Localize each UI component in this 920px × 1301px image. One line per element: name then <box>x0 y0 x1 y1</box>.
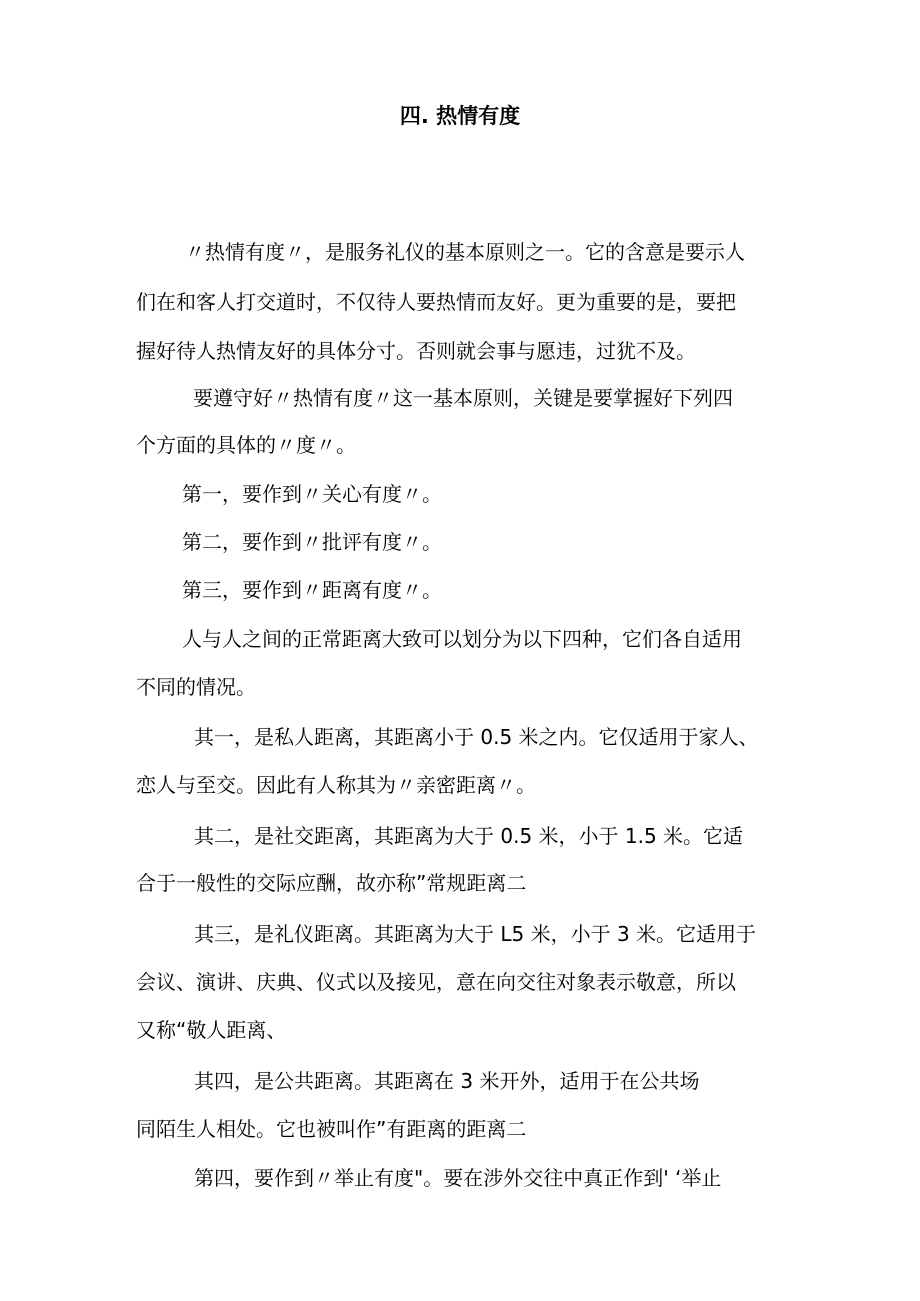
paragraph-line: 会议、演讲、庆典、仪式以及接见，意在向交往对象表示敬意，所以 <box>136 970 736 994</box>
paragraph-line: 同陌生人相处。它也被叫作”有距离的距离二 <box>136 1117 527 1141</box>
paragraph-line: 个方面的具体的〃度〃。 <box>136 433 356 457</box>
paragraph-line: 第四，要作到〃举止有度"。要在涉外交往中真正作到' ‘举止 <box>194 1166 722 1190</box>
paragraph-line: 恋人与至交。因此有人称其为〃亲密距离〃。 <box>136 773 536 797</box>
paragraph-line: 〃热情有度〃，是服务礼仪的基本原则之一。它的含意是要示人 <box>185 240 745 264</box>
paragraph-line: 第三，要作到〃距离有度〃。 <box>182 578 442 602</box>
paragraph-line: 要遵守好〃热情有度〃这一基本原则，关键是要掌握好下列四 <box>193 386 733 410</box>
paragraph-line: 人与人之间的正常距离大致可以划分为以下四种，它们各自适用 <box>182 627 742 651</box>
paragraph-line: 又称“敬人距离、 <box>136 1018 287 1042</box>
paragraph-line: 不同的情况。 <box>136 675 256 699</box>
paragraph-line: 其二，是社交距离，其距离为大于 0.5 米，小于 1.5 米。它适 <box>194 824 744 848</box>
paragraph-line: 其三，是礼仪距离。其距离为大于 L5 米，小于 3 米。它适用于 <box>194 922 757 946</box>
paragraph-line: 其一，是私人距离，其距离小于 0.5 米之内。它仅适用于家人、 <box>194 725 759 749</box>
page-title: 四. 热情有度 <box>399 104 521 128</box>
paragraph-line: 其四，是公共距离。其距离在 3 米开外，适用于在公共场 <box>194 1069 700 1093</box>
paragraph-line: 握好待人热情友好的具体分寸。否则就会事与愿违，过犹不及。 <box>136 339 696 363</box>
paragraph-line: 们在和客人打交道时，不仅待人要热情而友好。更为重要的是，要把 <box>136 290 736 314</box>
paragraph-line: 第一，要作到〃关心有度〃。 <box>182 482 442 506</box>
paragraph-line: 第二，要作到〃批评有度〃。 <box>182 530 442 554</box>
paragraph-line: 合于一般性的交际应酬，故亦称”常规距离二 <box>136 871 527 895</box>
